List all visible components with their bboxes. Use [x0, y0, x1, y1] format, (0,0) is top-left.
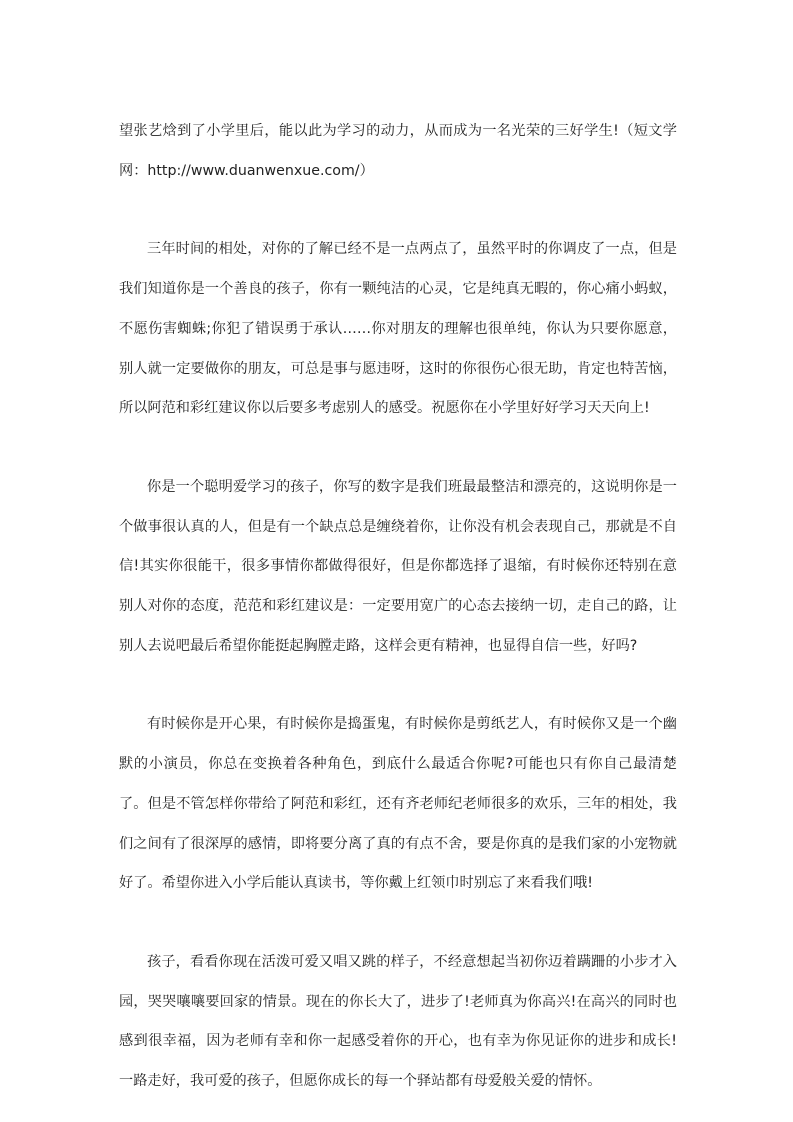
- paragraph-2: 三年时间的相处，对你的了解已经不是一点两点了，虽然平时的你调皮了一点，但是我们知道你是一个善良的孩子，你有一颗纯洁的心灵，它是纯真无暇的，你心痛小蚂蚁，不愿伤害蜘蛛;你犯了错误勇于承认……你对朋友的理解也很单纯，你认为只要你愿意，别人就一定要做你的朋友，可总是事与愿违呀，这时的你很伤心很无助，肯定也特苦恼，所以阿范和彩红建议你以后要多考虑别人的感受。祝愿你在小学里好好学习天天向上!: [119, 241, 677, 417]
- paragraph-gap: [119, 429, 677, 468]
- paragraph-1: 望张艺焓到了小学里后，能以此为学习的动力，从而成为一名光荣的三好学生!（短文学网：http://www.duanwenxue.com/）: [119, 123, 677, 179]
- paragraph-gap: [119, 904, 677, 943]
- paragraph-4: 有时候你是开心果，有时候你是捣蛋鬼，有时候你是剪纸艺人，有时候你又是一个幽默的小演员，你总在变换着各种角色，到底什么最适合你呢?可能也只有你自己最清楚了。但是不管怎样你带给了阿范和彩红，还有齐老师纪老师很多的欢乐，三年的相处，我们之间有了很深厚的感情，即将要分离了真的有点不舍，要是你真的是我们家的小宠物就好了。希望你进入小学后能认真读书，等你戴上红领巾时别忘了来看我们哦!: [119, 716, 677, 892]
- paragraph-5: 孩子，看看你现在活泼可爱又唱又跳的样子，不经意想起当初你迈着蹒跚的小步才入园，哭哭嚷嚷要回家的情景。现在的你长大了，进步了!老师真为你高兴!在高兴的同时也感到很幸福，因为老师有幸和你一起感受着你的开心，也有幸为你见证你的进步和成长!一路走好，我可爱的孩子，但愿你成长的每一个驿站都有母爱般关爱的情怀。: [119, 953, 677, 1090]
- paragraph-gap: [119, 666, 677, 705]
- paragraph-3: 你是一个聪明爱学习的孩子，你写的数字是我们班最最整洁和漂亮的，这说明你是一个做事很认真的人，但是有一个缺点总是缠绕着你，让你没有机会表现自己，那就是不自信!其实你很能干，很多事情你都做得很好，但是你都选择了退缩，有时候你还特别在意别人对你的态度，范范和彩红建议是：一定要用宽广的心态去接纳一切，走自己的路，让别人去说吧最后希望你能挺起胸膛走路，这样会更有精神，也显得自信一些，好吗?: [119, 478, 677, 654]
- document-body: [119, 112, 677, 1102]
- paragraph-gap: [119, 191, 677, 230]
